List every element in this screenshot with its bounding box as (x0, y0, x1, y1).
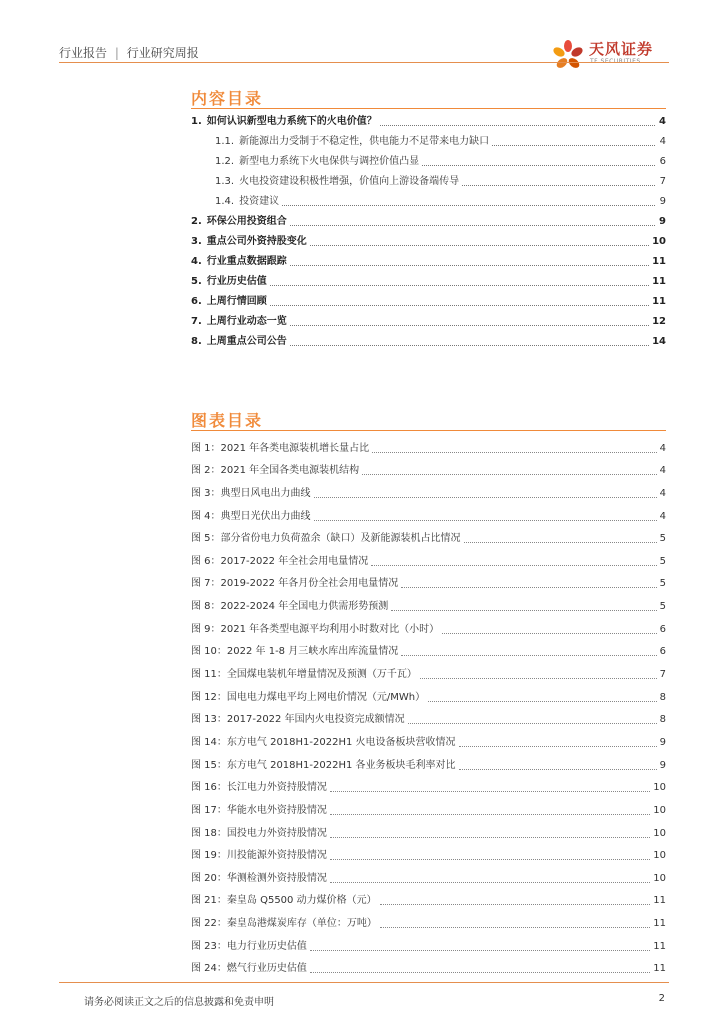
dot-leader (462, 184, 655, 186)
figure-entry[interactable] (191, 477, 666, 500)
figure-entry-page: 4 (659, 465, 666, 477)
header-rule (59, 62, 669, 63)
figure-entry[interactable] (191, 794, 666, 817)
page-number: 2 (658, 993, 665, 1004)
toc-entry-text: 投资建议 (239, 196, 280, 207)
dot-leader (401, 586, 656, 588)
figure-entry[interactable] (191, 953, 666, 976)
figure-entry-page: 5 (659, 578, 666, 590)
figure-entry-text: 图 22：秦皇岛港煤炭库存（单位：万吨） (191, 918, 377, 930)
toc-entry-number: 1.2. (215, 156, 235, 167)
toc-entry-text: 如何认识新型电力系统下的火电价值？ (206, 116, 377, 127)
dot-leader (290, 344, 649, 346)
figure-entry[interactable] (191, 772, 666, 795)
figure-entry-page: 11 (653, 918, 666, 930)
figure-entry[interactable] (191, 545, 666, 568)
figure-entry-text: 图 15：东方电气 2018H1-2022H1 各业务板块毛利率对比 (191, 759, 456, 771)
figure-entry-text: 图 16：长江电力外资持股情况 (191, 782, 327, 794)
figure-entry-page: 4 (659, 487, 666, 499)
dot-leader (372, 451, 656, 453)
logo-name-cn: 天风证券 (589, 40, 654, 58)
dot-leader (282, 204, 655, 206)
figure-entry[interactable] (191, 840, 666, 863)
figure-entry-text: 图 8：2022-2024 年全国电力供需形势预测 (191, 601, 389, 613)
figure-entry-page: 10 (653, 872, 666, 884)
dot-leader (428, 700, 656, 702)
figure-entry-text: 图 19：川投能源外资持股情况 (191, 850, 327, 862)
figure-entry-page: 8 (659, 714, 666, 726)
dot-leader (330, 881, 650, 883)
page-header (59, 36, 669, 76)
toc-entry[interactable] (191, 288, 666, 308)
dot-leader (459, 745, 657, 747)
toc-entry-text: 环保公用投资组合 (206, 216, 287, 227)
figure-entry-text: 图 20：华测检测外资持股情况 (191, 872, 327, 884)
toc-entry[interactable] (191, 128, 666, 148)
dot-leader (330, 790, 650, 792)
toc-entry-text: 上周行情回顾 (206, 296, 267, 307)
toc-entry-number: 1.3. (215, 176, 235, 187)
toc-entry-number: 6. (191, 296, 202, 307)
toc-entry[interactable] (191, 248, 666, 268)
figure-entry-page: 10 (653, 850, 666, 862)
dot-leader (314, 496, 657, 498)
figure-entry-page: 11 (653, 895, 666, 907)
figure-entry[interactable] (191, 749, 666, 772)
figure-entry-page: 11 (653, 940, 666, 952)
dot-leader (380, 903, 651, 905)
figure-entry[interactable] (191, 704, 666, 727)
header-doc-subtype: 行业研究周报 (126, 46, 199, 60)
footer-rule (59, 982, 669, 983)
figure-entry-page: 4 (659, 510, 666, 522)
figure-entry[interactable] (191, 500, 666, 523)
dot-leader (380, 124, 655, 126)
toc-entry-text: 新型电力系统下火电保供与调控价值凸显 (239, 156, 420, 167)
toc-entry-page: 9 (659, 216, 666, 227)
figure-entry[interactable] (191, 636, 666, 659)
toc-entry-page: 10 (652, 236, 666, 247)
figure-entry[interactable] (191, 590, 666, 613)
figure-entry[interactable] (191, 726, 666, 749)
figure-entry-text: 图 4：典型日光伏出力曲线 (191, 510, 311, 522)
figure-entry-text: 图 12：国电电力煤电平均上网电价情况（元/MWh） (191, 691, 426, 703)
toc-entry-number: 5. (191, 276, 202, 287)
toc-entry-text: 上周重点公司公告 (206, 336, 287, 347)
dot-leader (330, 813, 650, 815)
dot-leader (290, 324, 649, 326)
toc-entry-page: 11 (652, 296, 666, 307)
toc-entry-number: 4. (191, 256, 202, 267)
figure-entry[interactable] (191, 681, 666, 704)
toc-entry-page: 12 (652, 316, 666, 327)
figure-entry-text: 图 23：电力行业历史估值 (191, 940, 307, 952)
toc-entry[interactable] (191, 308, 666, 328)
dot-leader (270, 304, 649, 306)
figure-entry[interactable] (191, 862, 666, 885)
figure-entry-page: 10 (653, 782, 666, 794)
footer-disclaimer: 请务必阅读正文之后的信息披露和免责申明 (84, 997, 274, 1008)
figure-entry-text: 图 17：华能水电外资持股情况 (191, 804, 327, 816)
dot-leader (270, 284, 649, 286)
flower-logo-icon (551, 38, 585, 72)
figures-title-rule (191, 430, 666, 431)
toc-entry-number: 2. (191, 216, 202, 227)
toc-entry-text: 火电投资建设积极性增强，价值向上游设备端传导 (239, 176, 460, 187)
dot-leader (310, 244, 649, 246)
header-breadcrumb (59, 44, 199, 61)
dot-leader (290, 224, 655, 226)
toc-entry[interactable] (191, 168, 666, 188)
toc-entry-page: 4 (659, 116, 666, 127)
figure-entry[interactable] (191, 568, 666, 591)
dot-leader (464, 541, 657, 543)
toc-entry[interactable] (191, 108, 666, 128)
toc-entry-number: 1.1. (215, 136, 235, 147)
toc-entry-text: 新能源出力受制于不稳定性，供电能力不足带来电力缺口 (239, 136, 490, 147)
figure-entry[interactable] (191, 658, 666, 681)
dot-leader (362, 473, 656, 475)
figure-entry[interactable] (191, 907, 666, 930)
toc-entry-number: 8. (191, 336, 202, 347)
header-separator: | (114, 46, 119, 60)
figure-entry[interactable] (191, 930, 666, 953)
toc-entry-page: 11 (652, 276, 666, 287)
figure-entry-text: 图 11：全国煤电装机年增量情况及预测（万千瓦） (191, 669, 417, 681)
toc-entry-page: 14 (652, 336, 666, 347)
dot-leader (310, 949, 650, 951)
figure-entry-page: 10 (653, 804, 666, 816)
figure-entry-page: 6 (659, 623, 666, 635)
toc-entry-page: 6 (659, 156, 666, 167)
figure-entry-page: 11 (653, 963, 666, 975)
figure-entry-text: 图 9：2021 年各类型电源平均利用小时数对比（小时） (191, 623, 440, 635)
figure-entry-page: 6 (659, 646, 666, 658)
figure-entry-text: 图 3：典型日风电出力曲线 (191, 487, 311, 499)
toc-entry[interactable] (191, 148, 666, 168)
toc-entry-text: 行业历史估值 (206, 276, 267, 287)
dot-leader (330, 836, 650, 838)
figure-entry[interactable] (191, 455, 666, 478)
dot-leader (422, 164, 655, 166)
toc-entry-number: 7. (191, 316, 202, 327)
toc-entry-page: 9 (659, 196, 666, 207)
figure-entry-page: 9 (659, 759, 666, 771)
figure-entry[interactable] (191, 613, 666, 636)
figure-entry-text: 图 24：燃气行业历史估值 (191, 963, 307, 975)
figures-list (191, 432, 666, 975)
dot-leader (290, 264, 649, 266)
header-doc-type: 行业报告 (59, 46, 108, 60)
toc-entry[interactable] (191, 208, 666, 228)
figure-entry-page: 9 (659, 736, 666, 748)
figure-entry-page: 8 (659, 691, 666, 703)
dot-leader (371, 564, 656, 566)
toc-entry-page: 4 (659, 136, 666, 147)
figure-entry-text: 图 6：2017-2022 年全社会用电量情况 (191, 555, 369, 567)
figure-entry-text: 图 7：2019-2022 年各月份全社会用电量情况 (191, 578, 399, 590)
dot-leader (459, 768, 657, 770)
toc-entry-text: 重点公司外资持股变化 (206, 236, 307, 247)
toc-entry-text: 上周行业动态一览 (206, 316, 287, 327)
figure-entry-text: 图 14：东方电气 2018H1-2022H1 火电设备板块营收情况 (191, 736, 456, 748)
figure-entry-page: 7 (659, 669, 666, 681)
dot-leader (420, 677, 657, 679)
figure-entry-page: 10 (653, 827, 666, 839)
toc-entry-number: 3. (191, 236, 202, 247)
logo-name-en: TF SECURITIES (590, 58, 641, 65)
figure-entry-text: 图 10：2022 年 1-8 月三峡水库出库流量情况 (191, 646, 399, 658)
toc-entry-number: 1. (191, 116, 202, 127)
toc-entry[interactable] (191, 188, 666, 208)
toc-entry-page: 7 (659, 176, 666, 187)
figure-entry-page: 5 (659, 555, 666, 567)
figure-entry-page: 5 (659, 533, 666, 545)
toc-entry-number: 1.4. (215, 196, 235, 207)
figure-entry[interactable] (191, 885, 666, 908)
dot-leader (391, 609, 656, 611)
dot-leader (492, 144, 655, 146)
figures-title: 图表目录 (191, 411, 264, 430)
dot-leader (401, 654, 656, 656)
toc-list (191, 108, 666, 348)
dot-leader (314, 519, 657, 521)
figure-entry-text: 图 18：国投电力外资持股情况 (191, 827, 327, 839)
figure-entry-text: 图 1：2021 年各类电源装机增长量占比 (191, 442, 370, 454)
figure-entry[interactable] (191, 432, 666, 455)
dot-leader (408, 722, 657, 724)
toc-entry[interactable] (191, 268, 666, 288)
figure-entry-text: 图 5：部分省份电力负荷盈余（缺口）及新能源装机占比情况 (191, 533, 461, 545)
figure-entry-page: 5 (659, 601, 666, 613)
company-logo (551, 36, 669, 76)
figure-entry[interactable] (191, 523, 666, 546)
toc-entry-text: 行业重点数据跟踪 (206, 256, 287, 267)
toc-entry[interactable] (191, 328, 666, 348)
toc-entry[interactable] (191, 228, 666, 248)
toc-title: 内容目录 (191, 89, 264, 108)
figure-entry-page: 4 (659, 442, 666, 454)
toc-entry-page: 11 (652, 256, 666, 267)
dot-leader (380, 926, 650, 928)
dot-leader (310, 971, 650, 973)
dot-leader (442, 632, 656, 634)
figure-entry-text: 图 13：2017-2022 年国内火电投资完成额情况 (191, 714, 405, 726)
figure-entry-text: 图 2：2021 年全国各类电源装机结构 (191, 465, 360, 477)
dot-leader (330, 858, 650, 860)
figure-entry[interactable] (191, 817, 666, 840)
figure-entry-text: 图 21：秦皇岛 Q5500 动力煤价格（元） (191, 895, 377, 907)
